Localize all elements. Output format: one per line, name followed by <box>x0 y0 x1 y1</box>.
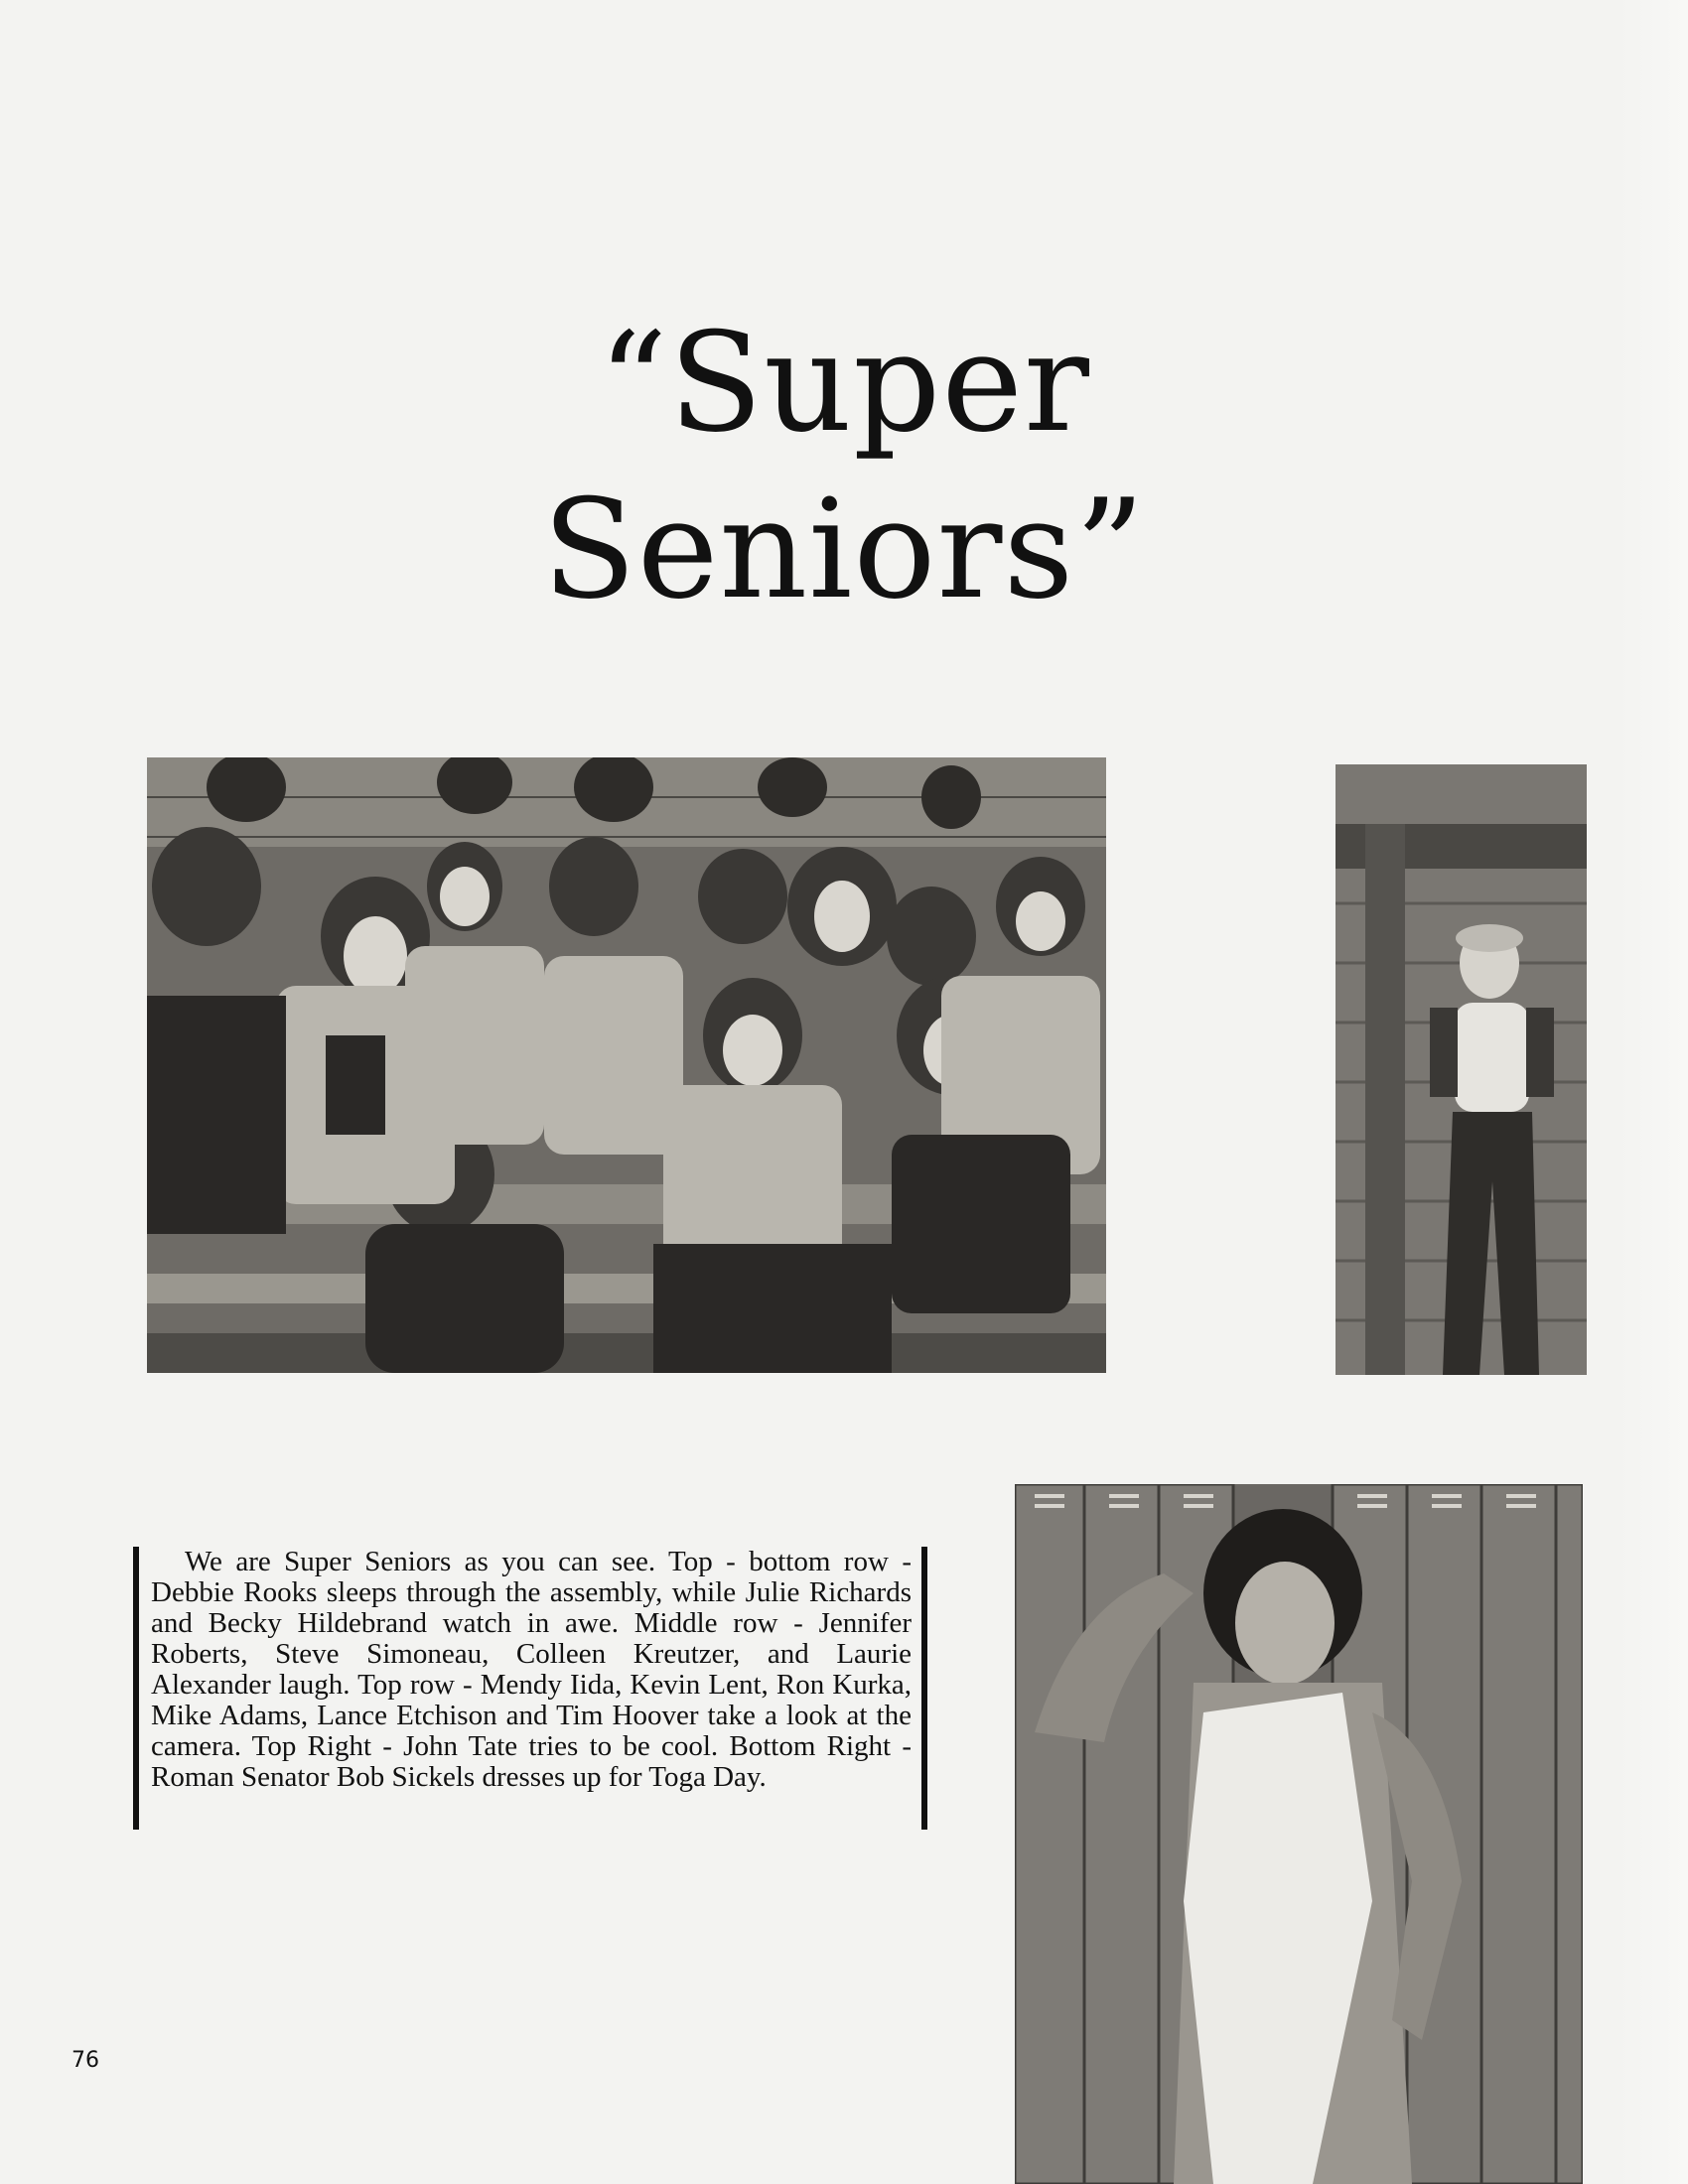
john-tate-photo <box>1336 764 1587 1375</box>
title-line-2: Seniors” <box>542 470 1146 630</box>
photo-caption: We are Super Seniors as you can see. Top - bottom row - Debbie Rooks sleeps through the assembly, while Julie Richards and Becky Hildebrand watch in awe. Middle row - Jennifer Roberts, Steve Simoneau, Colleen Kreutzer, and Laurie Alexander laugh. Top row - Mendy Iida, Kevin Lent, Ron Kurka, Mike Adams, Lance Etchison and Tim Hoover take a look at the camera. Top Right - John Tate tries to be cool. Bottom Right - Roman Senator Bob Sickels dresses up for Toga Day. <box>151 1546 912 1793</box>
title-line-1: “Super <box>598 303 1090 464</box>
group-photo-bleachers <box>147 757 1106 1373</box>
page-number: 76 <box>71 2048 99 2073</box>
bob-sickels-toga-photo <box>1015 1484 1583 2184</box>
page-title <box>0 300 1688 633</box>
caption-box <box>133 1547 927 1830</box>
